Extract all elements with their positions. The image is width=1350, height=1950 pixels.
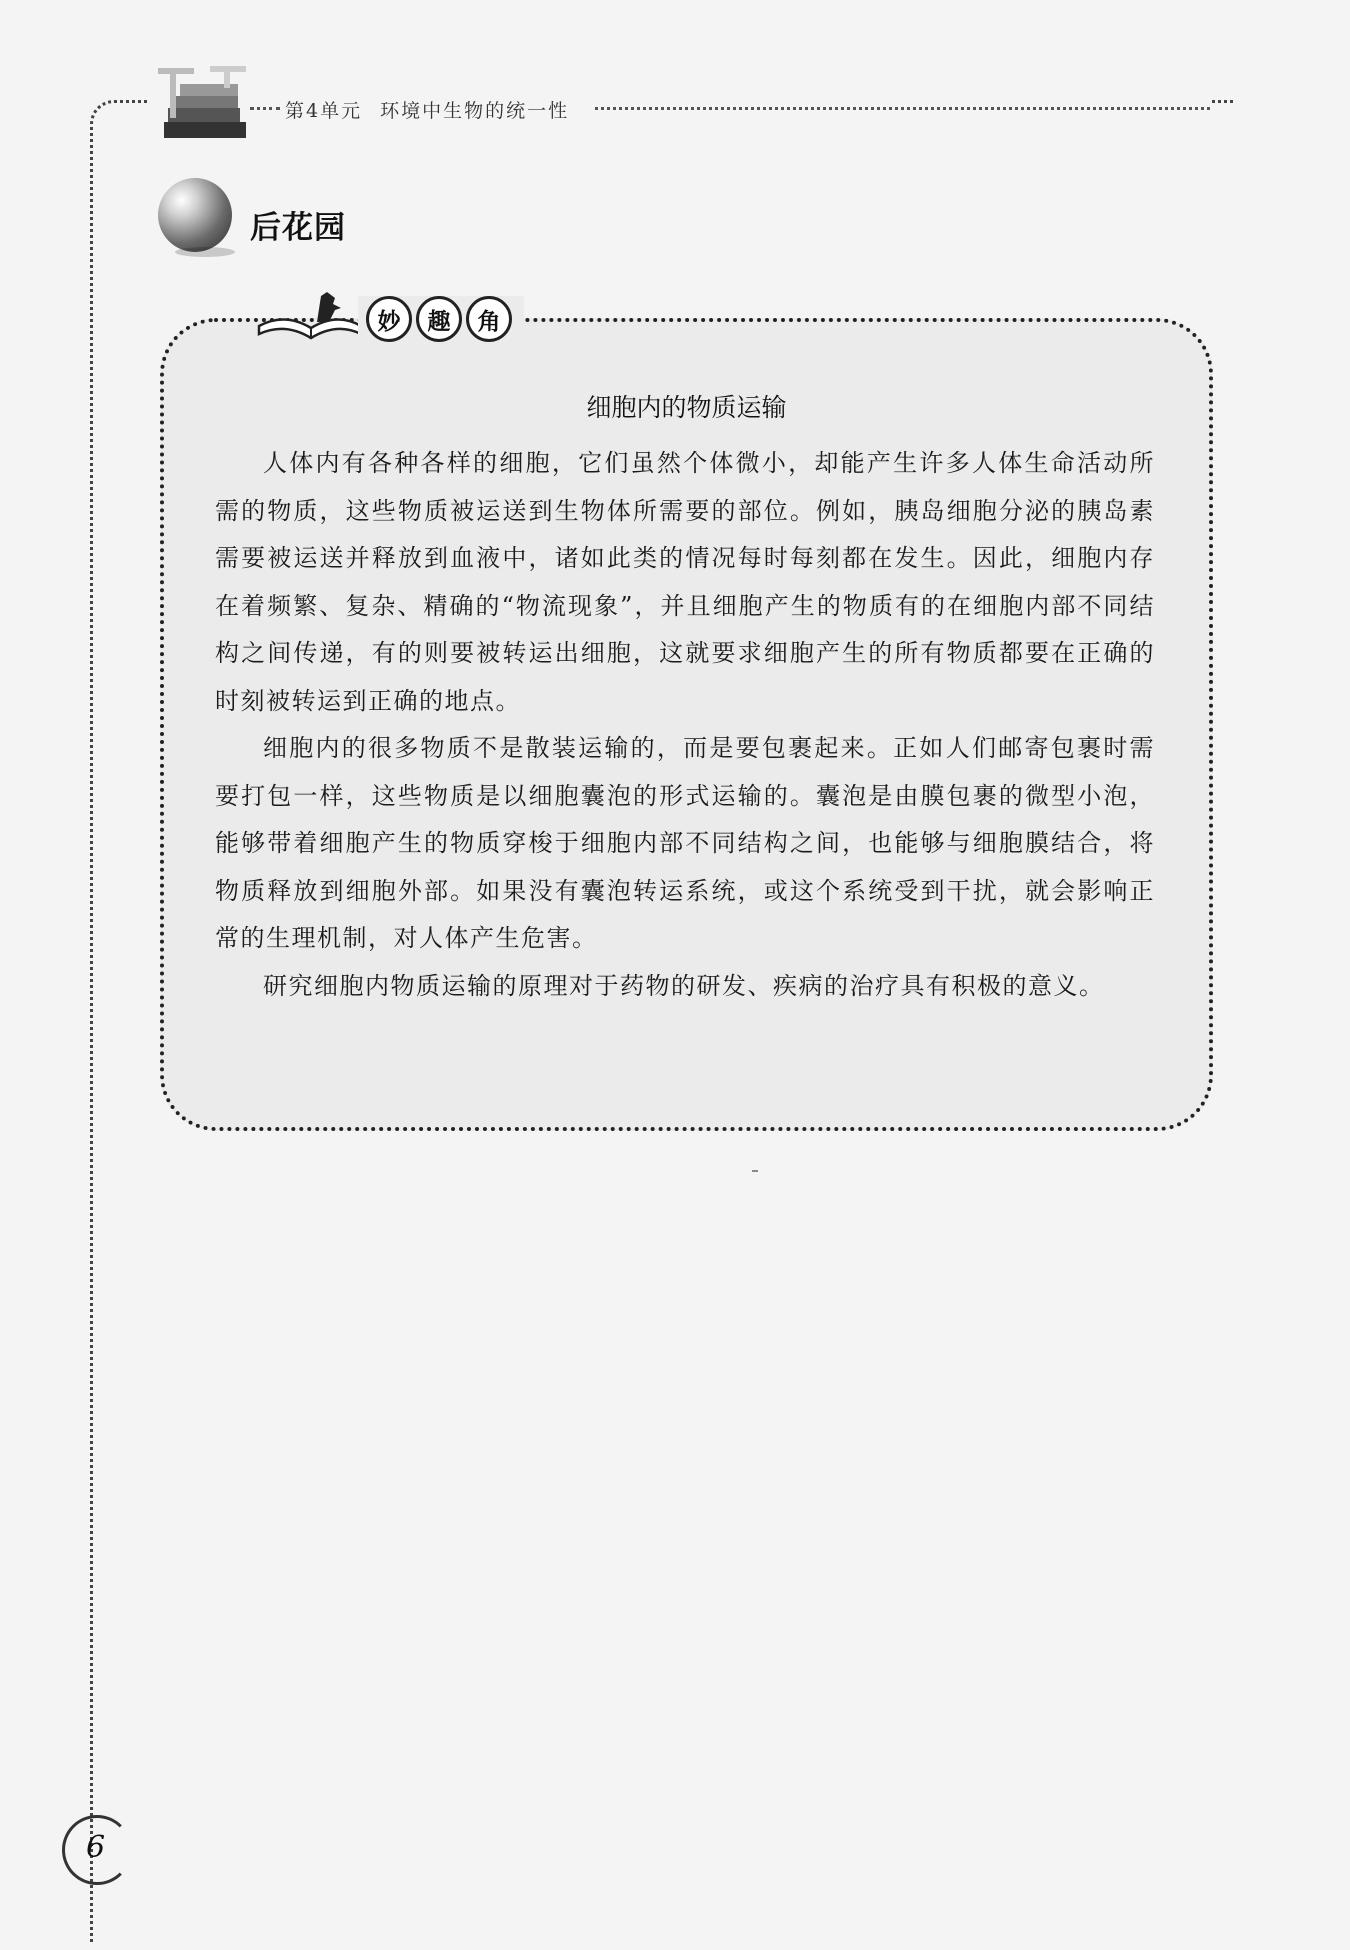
books-logo-icon xyxy=(150,58,260,148)
sphere-icon xyxy=(158,178,232,252)
page-number: 6 xyxy=(86,1830,106,1865)
running-header xyxy=(285,96,587,123)
article-paragraph: 研究细胞内物质运输的原理对于药物的研发、疾病的治疗具有积极的意义。 xyxy=(263,971,1105,1000)
print-speck xyxy=(752,1170,758,1172)
article-paragraph: 人体内有各种各样的细胞，它们虽然个体微小，却能产生许多人体生命活动所需的物质，这些物质被运送到生物体所需要的部位。例如，胰岛细胞分泌的胰岛素需要被运送并释放到血液中，诸如此类的情况每时每刻都在发生。因此，细胞内存在着频繁、复杂、精确的“物流现象”，并且细胞产生的物质有的在细胞内部不同结构之间传递，有的则要被转运出细胞，这就要求细胞产生的所有物质都要在正确的时刻被转运到正确的地点。 xyxy=(215,449,1155,715)
unit-title: 环境中生物的统一性 xyxy=(380,100,570,122)
article-paragraph: 细胞内的很多物质不是散装运输的，而是要包裹起来。正如人们邮寄包裹时需要打包一样，这些物质是以细胞囊泡的形式运输的。囊泡是由膜包裹的微型小泡，能够带着细胞产生的物质穿梭于细胞内部不同结构之间，也能够与细胞膜结合，将物质释放到细胞外部。如果没有囊泡转运系统，或这个系统受到干扰，就会影响正常的生理机制，对人体产生危害。 xyxy=(215,734,1155,952)
sphere-shadow xyxy=(175,247,235,257)
open-book-icon xyxy=(255,282,365,344)
unit-number: 第4单元 xyxy=(285,100,363,122)
feature-badge xyxy=(358,296,524,342)
badge-char: 趣 xyxy=(416,296,462,342)
section-title: 后花园 xyxy=(250,210,346,246)
badge-char: 妙 xyxy=(366,296,412,342)
article-body xyxy=(215,440,1155,1010)
header-dotted-rule-right xyxy=(595,107,1210,110)
article-title: 细胞内的物质运输 xyxy=(586,393,787,422)
badge-char: 角 xyxy=(466,296,512,342)
header-dotted-rule-left xyxy=(250,107,280,110)
